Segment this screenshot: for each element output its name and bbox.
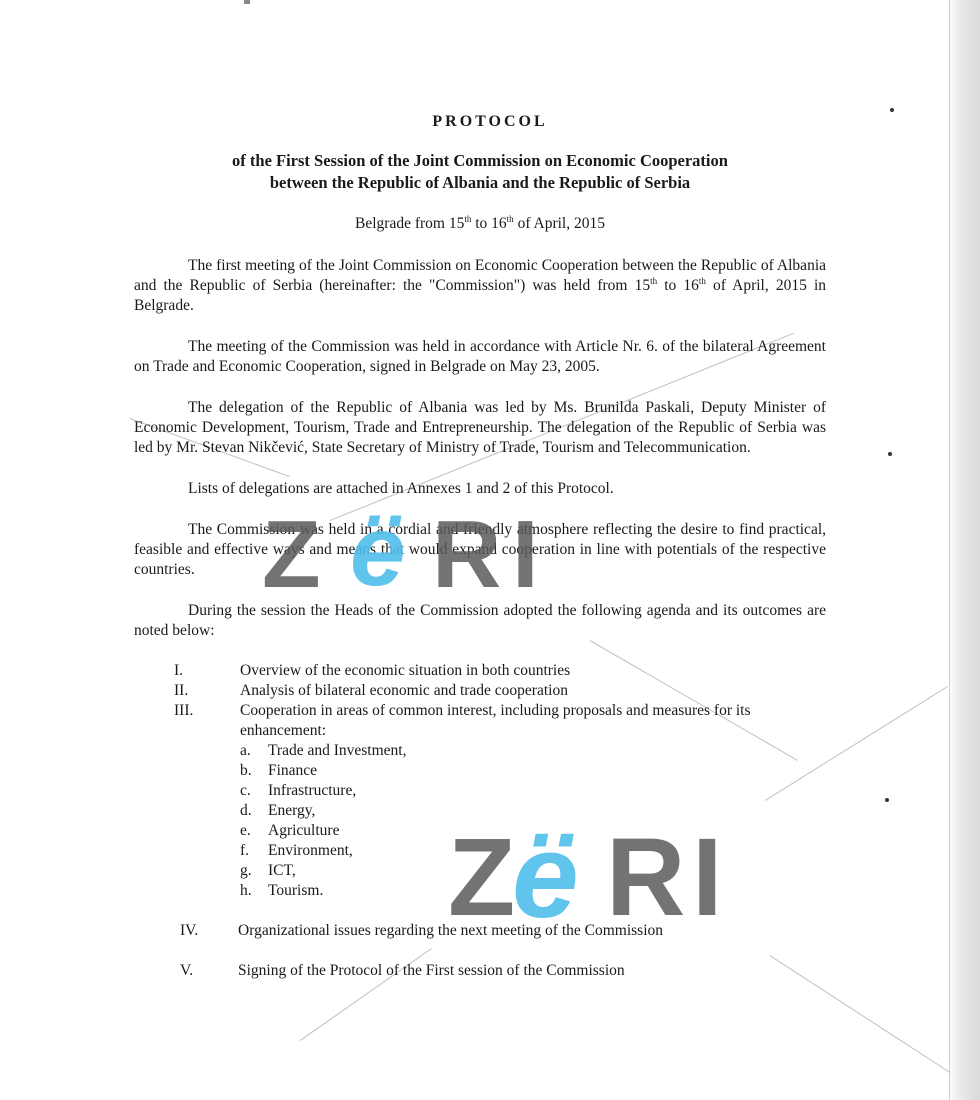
agenda-sub-list (240, 741, 826, 901)
watermark-letter-i: I (512, 501, 539, 608)
sub-letter: c. (240, 782, 251, 799)
sub-item (240, 761, 826, 781)
sub-item (240, 741, 826, 761)
agenda-item (134, 701, 826, 901)
agenda-item (134, 661, 826, 681)
sub-text: Energy, (268, 802, 316, 819)
sub-item (240, 781, 826, 801)
page-edge-line (949, 0, 950, 1100)
agenda-item (128, 961, 826, 981)
watermark-letter-z: Z (448, 816, 516, 939)
sub-item (240, 861, 826, 881)
subtitle-line-1: of the First Session of the Joint Commission on Economic Cooperation (232, 151, 728, 170)
place-sup-2: th (506, 213, 514, 224)
place-mid: to 16 (471, 215, 507, 232)
sub-item (240, 821, 826, 841)
agenda-text: Signing of the Protocol of the First session of the Commission (238, 962, 625, 979)
p1-sup-1: th (650, 275, 658, 286)
watermark-letter-i: I (692, 816, 723, 939)
paragraph-6: During the session the Heads of the Commission adopted the following agenda and its outcomes are noted below: (134, 602, 826, 639)
agenda-item (128, 921, 826, 941)
agenda-text: Organizational issues regarding the next meeting of the Commission (238, 922, 664, 939)
agenda-number: IV. (180, 922, 199, 939)
sub-letter: f. (240, 842, 250, 859)
sub-text: Finance (268, 762, 318, 779)
sub-letter: a. (240, 742, 251, 759)
watermark-letter-z: Z (262, 501, 321, 608)
agenda-list-continued (128, 921, 826, 981)
watermark-letter-e: ë (350, 495, 406, 607)
scan-dot (888, 452, 892, 456)
sub-text: Trade and Investment, (268, 742, 407, 759)
page-edge-shadow (948, 0, 980, 1100)
paragraph-1 (134, 256, 826, 316)
sub-text: ICT, (268, 862, 296, 879)
place-suffix: of April, 2015 (513, 215, 605, 232)
place-prefix: Belgrade from 15 (355, 215, 465, 232)
sub-letter: h. (240, 882, 252, 899)
scan-dot (885, 798, 889, 802)
agenda-text: Overview of the economic situation in both countries (240, 662, 571, 679)
paragraph-2: The meeting of the Commission was held in accordance with Article Nr. 6. of the bilateral Agreement on Trade and Economic Cooperation, signed in Belgrade on May 23, 2005. (134, 338, 826, 375)
sub-text: Environment, (268, 842, 353, 859)
agenda-text: Analysis of bilateral economic and trade cooperation (240, 682, 568, 699)
agenda-text: Cooperation in areas of common interest, including proposals and measures for its enhancement: (240, 702, 751, 739)
protocol-document (134, 112, 826, 1001)
document-subtitle (134, 150, 826, 194)
agenda-number: II. (174, 682, 189, 699)
sub-text: Tourism. (268, 882, 324, 899)
agenda-number: I. (174, 662, 184, 679)
scan-artifact (244, 0, 250, 4)
p1-part-c: of April, 2015 in Belgrade. (134, 277, 826, 314)
scan-dot (890, 108, 894, 112)
sub-letter: b. (240, 762, 252, 779)
sub-item (240, 841, 826, 861)
paragraph-5: The Commission was held in a cordial and friendly atmosphere reflecting the desire to find practical, feasible and effective ways and means that would expand cooperation in line with potentials of the respective countries. (134, 521, 826, 578)
paragraph-4: Lists of delegations are attached in Annexes 1 and 2 of this Protocol. (188, 480, 614, 497)
agenda-number: III. (174, 702, 194, 719)
subtitle-line-2: between the Republic of Albania and the Republic of Serbia (269, 173, 691, 192)
p1-sup-2: th (698, 275, 706, 286)
watermark-letter-r: R (606, 816, 686, 939)
watermark-letter-r: R (432, 501, 502, 608)
sub-text: Infrastructure, (268, 782, 357, 799)
document-title: PROTOCOL (432, 113, 548, 130)
sub-letter: e. (240, 822, 251, 839)
p1-part-b: to 16 (657, 277, 699, 294)
agenda-number: V. (180, 962, 194, 979)
sub-item (240, 801, 826, 821)
sub-text: Agriculture (268, 822, 340, 839)
paragraph-3: The delegation of the Republic of Albania was led by Ms. Brunilda Paskali, Deputy Minister of Economic Development, Tourism, Trade and Entrepreneurship. The delegation of the Republic of Serbia was led by Mr. Stevan Nikčević, State Secretary of Ministry of Trade, Tourism and Telecommunication. (134, 399, 826, 456)
watermark-letter-e: ë (512, 809, 579, 943)
place-and-date (134, 214, 826, 234)
p1-part-a: The first meeting of the Joint Commission on Economic Cooperation between the Republic of Albania and the Republic of Serbia (hereinafter: the "Commission") was held from 15 (134, 257, 826, 294)
sub-letter: d. (240, 802, 252, 819)
sub-item (240, 881, 826, 901)
sub-letter: g. (240, 862, 252, 879)
agenda-list (134, 661, 826, 901)
agenda-item (134, 681, 826, 701)
place-sup-1: th (464, 213, 472, 224)
